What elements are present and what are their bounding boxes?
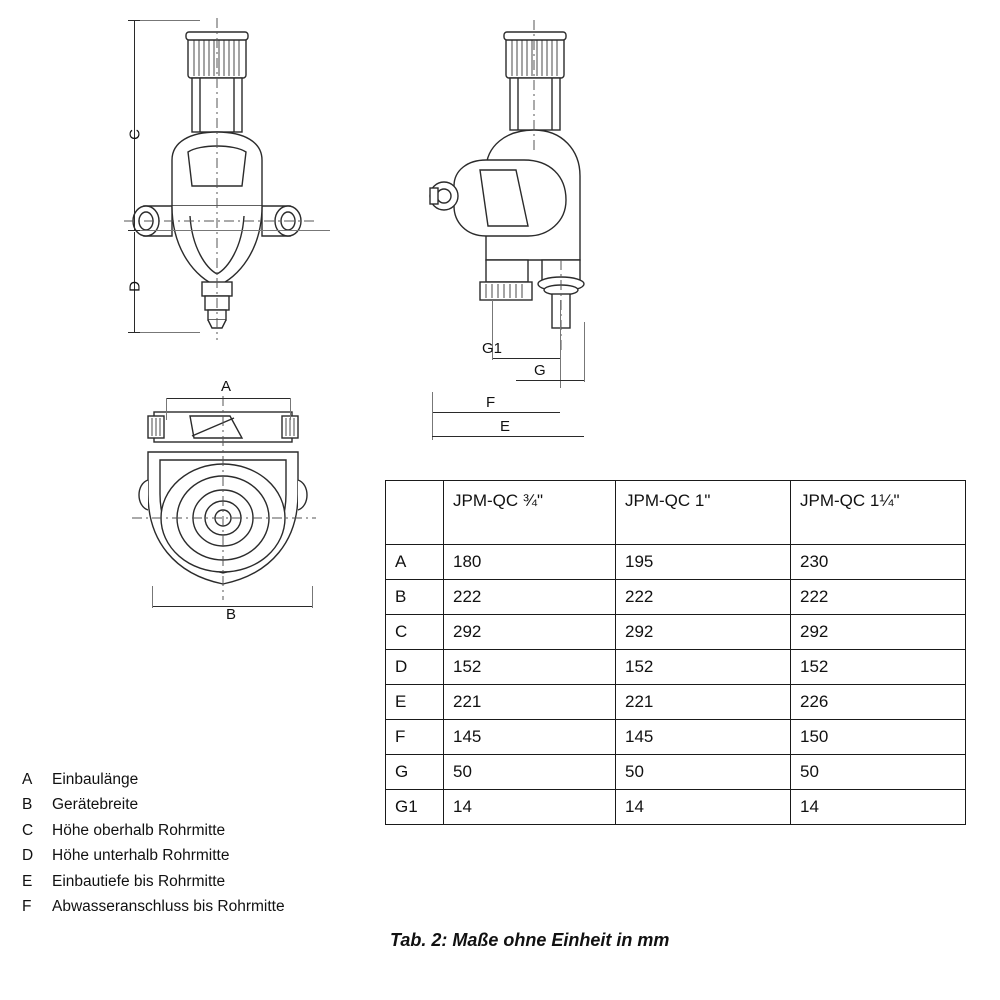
row-value: 230	[791, 545, 966, 580]
row-value: 50	[444, 755, 616, 790]
dimension-line-g	[516, 380, 584, 381]
row-value: 50	[616, 755, 791, 790]
row-key: G	[386, 755, 444, 790]
extension-line-b-right	[312, 586, 313, 608]
extension-line-mid	[140, 230, 330, 231]
legend-item	[22, 872, 285, 893]
legend-text: Gerätebreite	[52, 796, 139, 814]
row-value: 14	[616, 790, 791, 825]
row-value: 145	[616, 720, 791, 755]
extension-line-f-left	[432, 392, 433, 440]
table-row	[386, 755, 966, 790]
table-row	[386, 545, 966, 580]
row-key: G1	[386, 790, 444, 825]
dimension-label-g1: G1	[482, 340, 503, 357]
dimension-label-g: G	[534, 362, 546, 379]
row-value: 50	[791, 755, 966, 790]
table-header-row	[386, 481, 966, 545]
row-value: 292	[791, 615, 966, 650]
side-view-figure	[420, 10, 690, 370]
front-view-drawing	[110, 10, 360, 370]
table-row	[386, 650, 966, 685]
legend	[22, 770, 285, 923]
legend-text: Höhe oberhalb Rohrmitte	[52, 821, 226, 839]
legend-key: A	[22, 771, 33, 788]
table-row	[386, 790, 966, 825]
dimension-line-e	[432, 436, 584, 437]
row-key: C	[386, 615, 444, 650]
legend-item	[22, 795, 285, 816]
row-value: 292	[444, 615, 616, 650]
dimension-label-b: B	[226, 606, 237, 623]
extension-line-g1-right	[560, 300, 561, 388]
row-key: B	[386, 580, 444, 615]
row-value: 221	[616, 685, 791, 720]
row-key: F	[386, 720, 444, 755]
row-value: 221	[444, 685, 616, 720]
dimension-label-f: F	[486, 394, 496, 411]
row-value: 222	[444, 580, 616, 615]
row-key: E	[386, 685, 444, 720]
row-value: 222	[791, 580, 966, 615]
legend-item	[22, 770, 285, 791]
dimension-label-e: E	[500, 418, 511, 435]
row-value: 145	[444, 720, 616, 755]
legend-item	[22, 846, 285, 867]
legend-text: Einbaulänge	[52, 771, 139, 788]
table-row	[386, 685, 966, 720]
legend-text: Höhe unterhalb Rohrmitte	[52, 847, 230, 865]
row-key: D	[386, 650, 444, 685]
row-value: 292	[616, 615, 791, 650]
extension-line-a-right	[290, 398, 291, 420]
legend-key: C	[22, 821, 34, 839]
table-row	[386, 720, 966, 755]
top-view-figure	[130, 390, 350, 620]
legend-item	[22, 897, 285, 918]
dimension-label-a: A	[221, 378, 232, 395]
row-value: 14	[444, 790, 616, 825]
row-value: 152	[616, 650, 791, 685]
extension-line-a-left	[166, 398, 167, 420]
row-value: 222	[616, 580, 791, 615]
row-value: 14	[791, 790, 966, 825]
row-key: A	[386, 545, 444, 580]
extension-line-top	[140, 20, 200, 21]
dimension-tick-c-bottom	[128, 230, 140, 231]
extension-line-bottom	[140, 332, 200, 333]
table-row	[386, 615, 966, 650]
dimension-line-a	[166, 398, 290, 399]
side-view-drawing	[420, 10, 690, 370]
dimension-tick-d-bottom	[128, 332, 140, 333]
dimension-table	[385, 480, 966, 825]
legend-key: F	[22, 898, 32, 916]
legend-text: Abwasseranschluss bis Rohrmitte	[52, 898, 285, 916]
table-header-cell-0	[386, 481, 444, 545]
dimension-tick-c-top	[128, 20, 140, 21]
table-header-cell-3: JPM-QC 1¼"	[791, 481, 966, 545]
table-header-cell-1: JPM-QC ¾"	[444, 481, 616, 545]
legend-text: Einbautiefe bis Rohrmitte	[52, 872, 226, 890]
dimension-table-wrapper	[385, 480, 965, 825]
row-value: 150	[791, 720, 966, 755]
dimension-label-c: C	[126, 129, 144, 140]
legend-key: B	[22, 796, 33, 814]
dimension-label-d: D	[126, 281, 144, 292]
legend-key: D	[22, 847, 34, 865]
front-view-figure	[110, 10, 360, 370]
dimension-line-g1	[492, 358, 560, 359]
table-row	[386, 580, 966, 615]
row-value: 195	[616, 545, 791, 580]
extension-line-b-left	[152, 586, 153, 608]
row-value: 152	[791, 650, 966, 685]
top-view-drawing	[130, 390, 350, 620]
legend-item	[22, 821, 285, 842]
table-caption: Tab. 2: Maße ohne Einheit in mm	[390, 930, 670, 950]
row-value: 180	[444, 545, 616, 580]
row-value: 152	[444, 650, 616, 685]
legend-key: E	[22, 872, 33, 890]
extension-line-g-right	[584, 322, 585, 382]
dimension-line-f	[432, 412, 560, 413]
row-value: 226	[791, 685, 966, 720]
table-header-cell-2: JPM-QC 1"	[616, 481, 791, 545]
